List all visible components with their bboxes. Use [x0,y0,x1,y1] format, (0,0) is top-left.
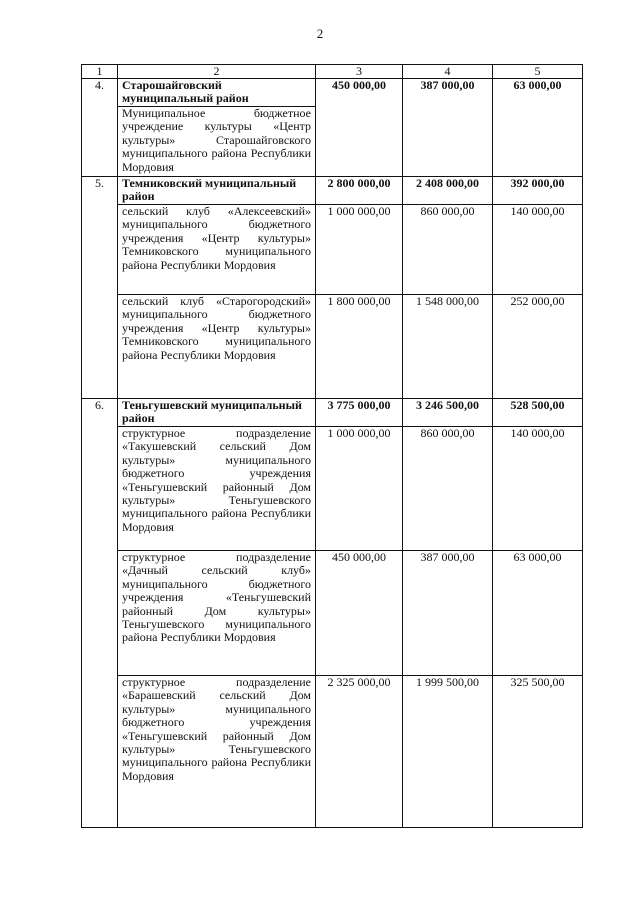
amount-col5: 140 000,00 [493,427,583,551]
row-number: 6. [82,399,118,828]
institution-row [82,676,583,828]
amount-col5: 140 000,00 [493,205,583,295]
total-amount: 2 800 000,00 [316,177,403,205]
amount-col3: 2 325 000,00 [316,676,403,828]
row-number: 5. [82,177,118,399]
institution-name: Муниципальное бюджетное учреждение культуры «Центр культуры» Старошайговского муниципального района Республики Мордовия [118,107,316,177]
institution-name: структурное подразделение «Такушевский сельский Дом культуры» муниципального бюджетного учреждения «Теньгушевский районный Дом культуры» Теньгушевского муниципального района Республики Мордовия [118,427,316,551]
header-cell: 5 [493,65,583,79]
institution-row [82,205,583,295]
district-name: Темниковский муниципальный район [118,177,316,205]
institution-row [82,295,583,399]
amount-col4: 860 000,00 [403,427,493,551]
amount-col5: 325 500,00 [493,676,583,828]
budget-table [81,64,583,828]
amount-col3: 450 000,00 [316,551,403,676]
total-amount: 3 775 000,00 [316,399,403,427]
header-cell: 4 [403,65,493,79]
district-name: Старошайговский муниципальный район [118,79,316,107]
col4-amount: 3 246 500,00 [403,399,493,427]
institution-name: сельский клуб «Алексеевский» муниципального бюджетного учреждения «Центр культуры» Темниковского муниципального района Республики Мордовия [118,205,316,295]
header-cell: 1 [82,65,118,79]
amount-col4: 860 000,00 [403,205,493,295]
institution-row [82,551,583,676]
institution-row [82,427,583,551]
col5-amount: 528 500,00 [493,399,583,427]
institution-name: сельский клуб «Старогородский» муниципального бюджетного учреждения «Центр культуры» Темниковского муниципального района Республики Мордовия [118,295,316,399]
col5-amount: 63 000,00 [493,79,583,177]
table-header-row [82,65,583,79]
page-number: 2 [316,26,324,41]
header-cell: 3 [316,65,403,79]
amount-col4: 387 000,00 [403,551,493,676]
amount-col3: 1 000 000,00 [316,427,403,551]
col5-amount: 392 000,00 [493,177,583,205]
district-name: Теньгушевский муниципальный район [118,399,316,427]
amount-col3: 1 800 000,00 [316,295,403,399]
col4-amount: 387 000,00 [403,79,493,177]
amount-col4: 1 999 500,00 [403,676,493,828]
row-number: 4. [82,79,118,177]
amount-col4: 1 548 000,00 [403,295,493,399]
amount-col5: 252 000,00 [493,295,583,399]
header-cell: 2 [118,65,316,79]
institution-name: структурное подразделение «Дачный сельский клуб» муниципального бюджетного учреждения «Теньгушевский районный Дом культуры» Теньгушевского муниципального района Республики Мордовия [118,551,316,676]
amount-col3: 1 000 000,00 [316,205,403,295]
col4-amount: 2 408 000,00 [403,177,493,205]
institution-name: структурное подразделение «Барашевский сельский Дом культуры» муниципального бюджетного учреждения «Теньгушевский районный Дом культуры» Теньгушевского муниципального района Республики Мордовия [118,676,316,828]
district-row [82,177,583,205]
total-amount: 450 000,00 [316,79,403,177]
district-row [82,79,583,107]
district-row [82,399,583,427]
amount-col5: 63 000,00 [493,551,583,676]
